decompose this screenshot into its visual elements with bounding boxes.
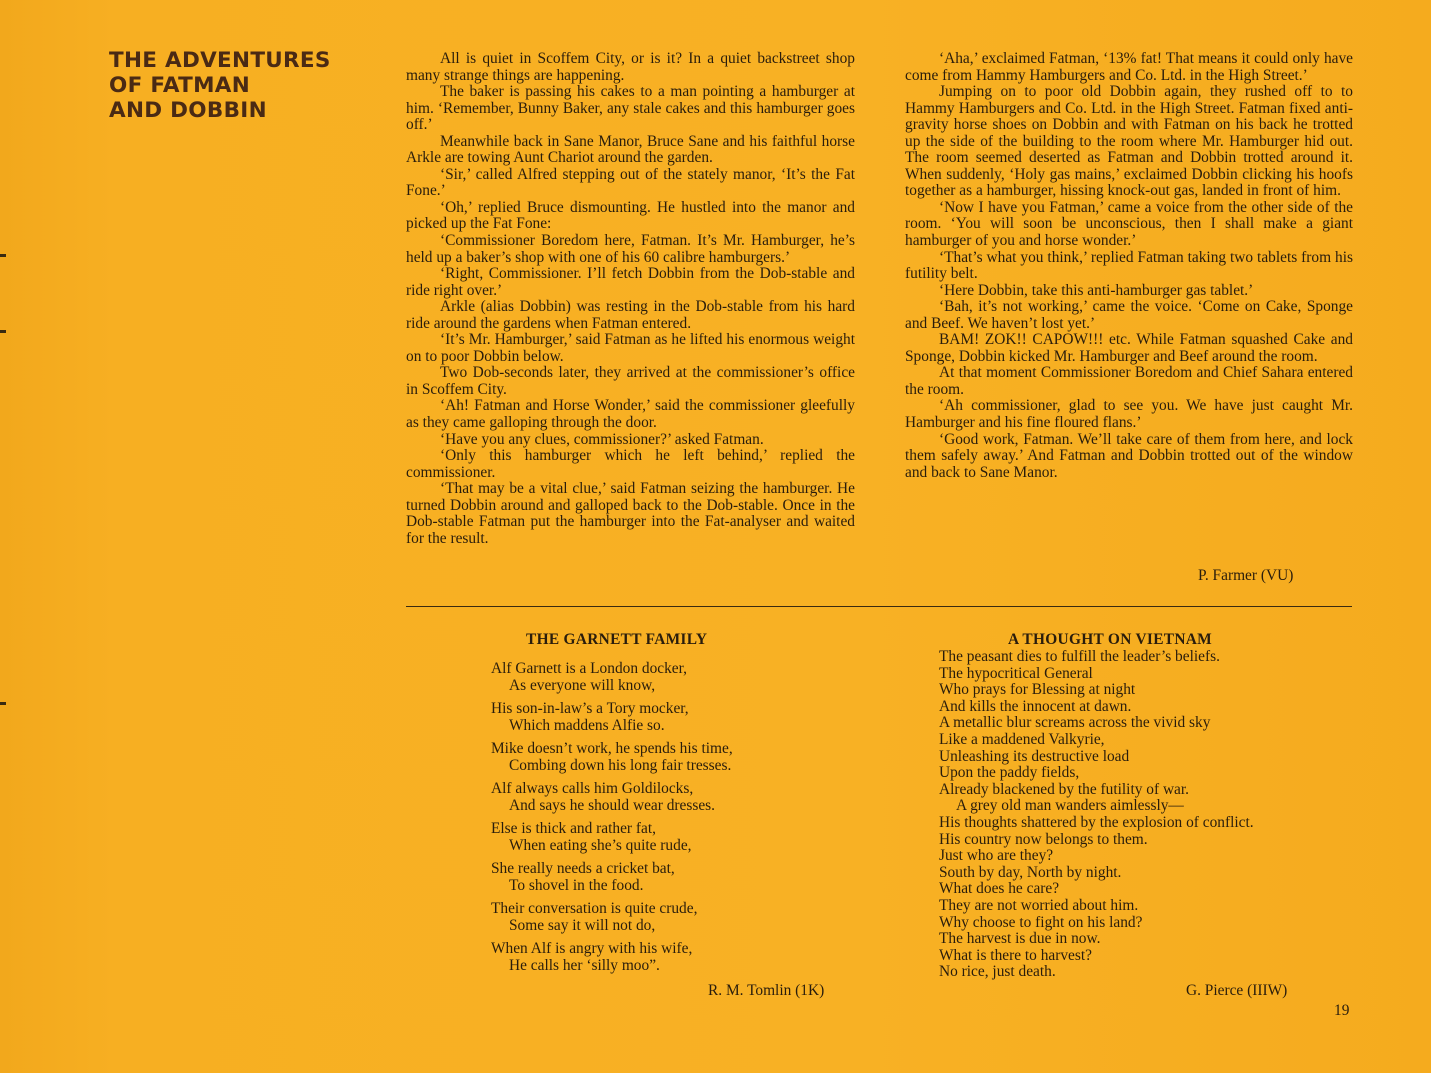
poem-title-garnett: THE GARNETT FAMILY [526,631,708,648]
story-paragraph: ‘That may be a vital clue,’ said Fatman seizing the hamburger. He turned Dobbin around and galloped back to the Dob-stable. Once in the Dob-stable Fatman put the hamburger into the Fat-analyser and waited for the result. [406,480,855,547]
poem-stanza [491,700,851,734]
poem-line: Alf Garnett is a London docker, [491,660,687,677]
poem-line: They are not worried about him. [939,896,1139,914]
poem-line: Unleashing its destructive load [939,747,1130,765]
poem-stanza [491,860,851,894]
poem-line: His country now belongs to them. [939,830,1148,848]
story-paragraph: All is quiet in Scoffem City, or is it? In a quiet backstreet shop many strange things are happening. [406,50,855,84]
poem-line: His son-in-law’s a Tory mocker, [491,700,689,717]
story-paragraph: ‘Aha,’ exclaimed Fatman, ‘13% fat! That means it could only have come from Hammy Hamburgers and Co. Ltd. in the High Street.’ [905,50,1353,84]
story-paragraph: ‘Ah commissioner, glad to see you. We have just caught Mr. Hamburger and his fine floured flans.’ [905,397,1353,432]
story-paragraph: ‘That’s what you think,’ replied Fatman taking two tablets from his futility belt. [905,248,1353,283]
poem-stanza [491,740,851,774]
poem-stanza [491,900,851,934]
poem-line: Who prays for Blessing at night [939,681,1136,699]
story-paragraph: ‘Commissioner Boredom here, Fatman. It’s Mr. Hamburger, he’s held up a baker’s shop with one of his 60 calibre hamburgers.’ [406,232,855,266]
poem-line: He calls her ‘silly moo”. [509,957,660,974]
story-paragraph: ‘Only this hamburger which he left behind,’ replied the commissioner. [406,447,855,481]
story-column-right [905,51,1353,481]
story-title-line: OF FATMAN [109,73,251,98]
story-paragraph: ‘Sir,’ called Alfred stepping out of the stately manor, ‘It’s the Fat Fone.’ [406,165,855,200]
poem-line: Their conversation is quite crude, [491,900,698,917]
page-edge-mark [0,330,6,333]
poem-line: When Alf is angry with his wife, [491,940,693,957]
poem-line: What does he care? [939,880,1060,898]
poem-line: Just who are they? [939,847,1054,865]
story-paragraph: ‘Now I have you Fatman,’ came a voice from the other side of the room. ‘You will soon be unconscious, then I shall make a giant hamburger of you and horse wonder.’ [905,198,1353,250]
poem-line: A metallic blur screams across the vivid sky [939,714,1211,732]
poem-line: Some say it will not do, [509,917,656,934]
poem-line: To shovel in the food. [509,877,644,894]
poem-stanza [491,780,851,814]
poem-line: Else is thick and rather fat, [491,820,656,837]
story-paragraph: BAM! ZOK!! CAPOW!!! etc. While Fatman squashed Cake and Sponge, Dobbin kicked Mr. Hamburger and Beef around the room. [905,331,1353,365]
section-divider [406,606,1352,607]
story-paragraph: Meanwhile back in Sane Manor, Bruce Sane and his faithful horse Arkle are towing Aunt Chariot around the garden. [406,132,855,167]
story-author: P. Farmer (VU) [1198,567,1294,584]
poem-line: Why choose to fight on his land? [939,913,1143,931]
poem-line: A grey old man wanders aimlessly— [956,797,1184,815]
story-paragraph: The baker is passing his cakes to a man pointing a hamburger at him. ‘Remember, Bunny Baker, any stale cakes and this hamburger goes off.’ [406,83,855,134]
poem-stanza [491,660,851,694]
story-paragraph: ‘Bah, it’s not working,’ came the voice. ‘Come on Cake, Sponge and Beef. We haven’t lost yet.’ [905,298,1353,332]
poem-line: His thoughts shattered by the explosion of conflict. [939,813,1254,831]
poem-line: When eating she’s quite rude, [509,837,692,854]
story-paragraph: ‘It’s Mr. Hamburger,’ said Fatman as he lifted his enormous weight on to poor Dobbin below. [406,331,855,365]
poem-line: Already blackened by the futility of war. [939,780,1190,798]
story-paragraph: ‘Right, Commissioner. I’ll fetch Dobbin from the Dob-stable and ride right over.’ [406,265,855,299]
story-column-left [406,51,855,547]
poem-line: Upon the paddy fields, [939,764,1080,782]
story-paragraph: ‘Good work, Fatman. We’ll take care of them from here, and lock them safely away.’ And Fatman and Dobbin trotted out of the window and back to Sane Manor. [905,430,1353,481]
story-paragraph: ‘Here Dobbin, take this anti-hamburger gas tablet.’ [939,281,1254,299]
poem-line: The hypocritical General [939,664,1093,682]
poem-line: Mike doesn’t work, he spends his time, [491,740,733,757]
poem-vietnam-body [939,649,1349,981]
poem-line: Which maddens Alfie so. [509,717,665,734]
story-paragraph: ‘Oh,’ replied Bruce dismounting. He hustled into the manor and picked up the Fat Fone: [406,198,855,233]
poem-title-vietnam: A THOUGHT ON VIETNAM [1008,631,1212,648]
poem-line: What is there to harvest? [939,946,1092,964]
page-edge-mark [0,702,6,705]
poem-line: Combing down his long fair tresses. [509,757,732,774]
story-title [109,48,389,123]
poem-line: The peasant dies to fulfill the leader’s beliefs. [939,648,1220,665]
page-edge-mark [0,254,6,257]
story-paragraph: Arkle (alias Dobbin) was resting in the Dob-stable from his hard ride around the gardens when Fatman entered. [406,298,855,332]
poem-line: She really needs a cricket bat, [491,860,675,877]
poem-stanza [491,940,851,974]
poem-stanza [491,820,851,854]
poem-garnett-body [491,660,851,980]
story-paragraph: ‘Have you any clues, commissioner?’ asked Fatman. [440,430,764,448]
poem-line: Alf always calls him Goldilocks, [491,780,694,797]
story-paragraph: ‘Ah! Fatman and Horse Wonder,’ said the commissioner gleefully as they came galloping through the door. [406,397,855,432]
poem-line: Like a maddened Valkyrie, [939,730,1105,748]
poem-line: As everyone will know, [509,677,656,694]
story-paragraph: Two Dob-seconds later, they arrived at the commissioner’s office in Scoffem City. [406,364,855,398]
poem-line: South by day, North by night. [939,863,1122,881]
poem-line: The harvest is due in now. [939,930,1101,948]
story-title-line: AND DOBBIN [109,98,267,123]
poem-vietnam-author: G. Pierce (IIIW) [1186,982,1288,999]
poem-line: No rice, just death. [939,963,1056,981]
poem-line: And says he should wear dresses. [509,797,716,814]
poem-line: And kills the innocent at dawn. [939,697,1132,715]
story-paragraph: Jumping on to poor old Dobbin again, they rushed off to to Hammy Hamburgers and Co. Ltd. in the High Street. Fatman fixed anti-gravity horse shoes on Dobbin and with Fatman on his back he trotted up the side of the building to the room where Mr. Hamburger hid out. The room seemed deserted as Fatman and Dobbin trotted around it. When suddenly, ‘Holy gas mains,’ exclaimed Dobbin clicking his hoofs together as a hamburger, hissing knock-out gas, landed in front of him. [905,83,1353,200]
story-paragraph: At that moment Commissioner Boredom and Chief Sahara entered the room. [905,364,1353,398]
story-title-line: THE ADVENTURES [109,48,331,73]
poem-garnett-author: R. M. Tomlin (1K) [708,982,825,999]
page-number: 19 [1334,1002,1350,1019]
